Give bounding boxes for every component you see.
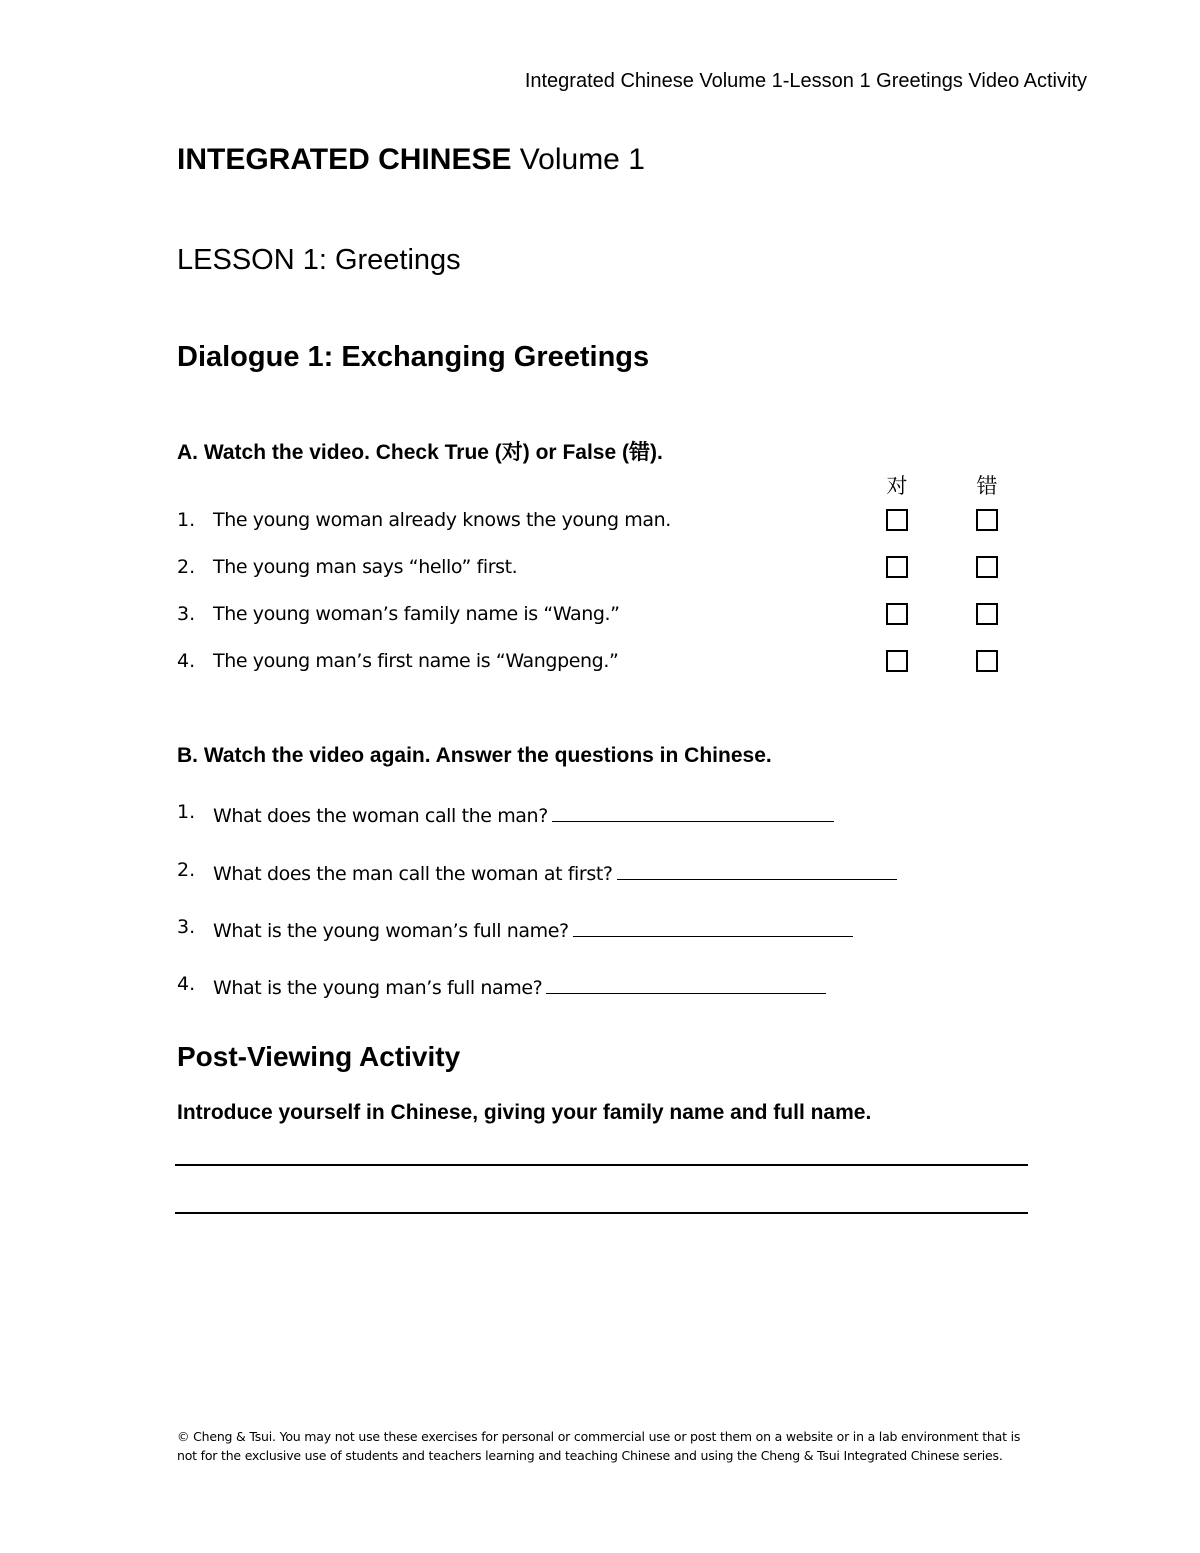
question-text: What does the woman call the man? <box>213 805 548 827</box>
item-statement: The young woman already knows the young man. <box>213 509 671 531</box>
true-checkbox[interactable] <box>886 603 908 625</box>
question-text: What does the man call the woman at first? <box>213 863 613 885</box>
true-false-item <box>177 603 1017 633</box>
answer-line[interactable] <box>175 1212 1028 1214</box>
section-a-heading: A. Watch the video. Check True (对) or False (错). <box>177 441 663 464</box>
document-title-bold: INTEGRATED CHINESE <box>177 143 512 176</box>
true-checkbox[interactable] <box>886 650 908 672</box>
answer-line[interactable] <box>175 1164 1028 1166</box>
false-column-label: 错 <box>976 474 998 498</box>
false-checkbox[interactable] <box>976 650 998 672</box>
false-checkbox[interactable] <box>976 509 998 531</box>
answer-blank[interactable] <box>546 973 826 994</box>
item-number: 3. <box>177 603 196 625</box>
document-title-rest: Volume 1 <box>511 143 645 176</box>
false-checkbox[interactable] <box>976 603 998 625</box>
dialogue-title: Dialogue 1: Exchanging Greetings <box>177 341 650 373</box>
item-number: 1. <box>177 509 196 531</box>
item-number: 2. <box>177 556 196 578</box>
section-b-heading: B. Watch the video again. Answer the questions in Chinese. <box>177 744 772 767</box>
true-column-label: 对 <box>886 474 908 498</box>
question-number: 3. <box>177 916 196 938</box>
running-header: Integrated Chinese Volume 1-Lesson 1 Greetings Video Activity <box>524 70 1087 92</box>
question-text: What is the young man’s full name? <box>213 977 543 999</box>
true-false-item <box>177 650 1017 680</box>
lesson-title: LESSON 1: Greetings <box>177 244 461 276</box>
item-number: 4. <box>177 650 196 672</box>
true-false-item <box>177 556 1017 586</box>
answer-blank[interactable] <box>617 859 897 880</box>
item-statement: The young woman’s family name is “Wang.” <box>213 603 620 625</box>
answer-blank[interactable] <box>573 916 853 937</box>
question-number: 4. <box>177 973 196 995</box>
answer-blank[interactable] <box>552 801 834 822</box>
post-viewing-instruction: Introduce yourself in Chinese, giving your family name and full name. <box>177 1101 872 1124</box>
true-checkbox[interactable] <box>886 509 908 531</box>
item-statement: The young man says “hello” first. <box>213 556 518 578</box>
true-checkbox[interactable] <box>886 556 908 578</box>
true-false-item <box>177 509 1017 539</box>
false-checkbox[interactable] <box>976 556 998 578</box>
post-viewing-title: Post-Viewing Activity <box>177 1041 461 1072</box>
item-statement: The young man’s first name is “Wangpeng.” <box>213 650 619 672</box>
question-number: 1. <box>177 801 196 823</box>
copyright-footer: © Cheng & Tsui. You may not use these exercises for personal or commercial use or post them on a website or in a lab environment that is not for the exclusive use of students and teachers learning and teaching Chinese and using the Cheng & Tsui Integrated Chinese series. <box>177 1429 1021 1463</box>
document-title <box>177 143 645 177</box>
question-text: What is the young woman’s full name? <box>213 920 569 942</box>
question-number: 2. <box>177 859 196 881</box>
